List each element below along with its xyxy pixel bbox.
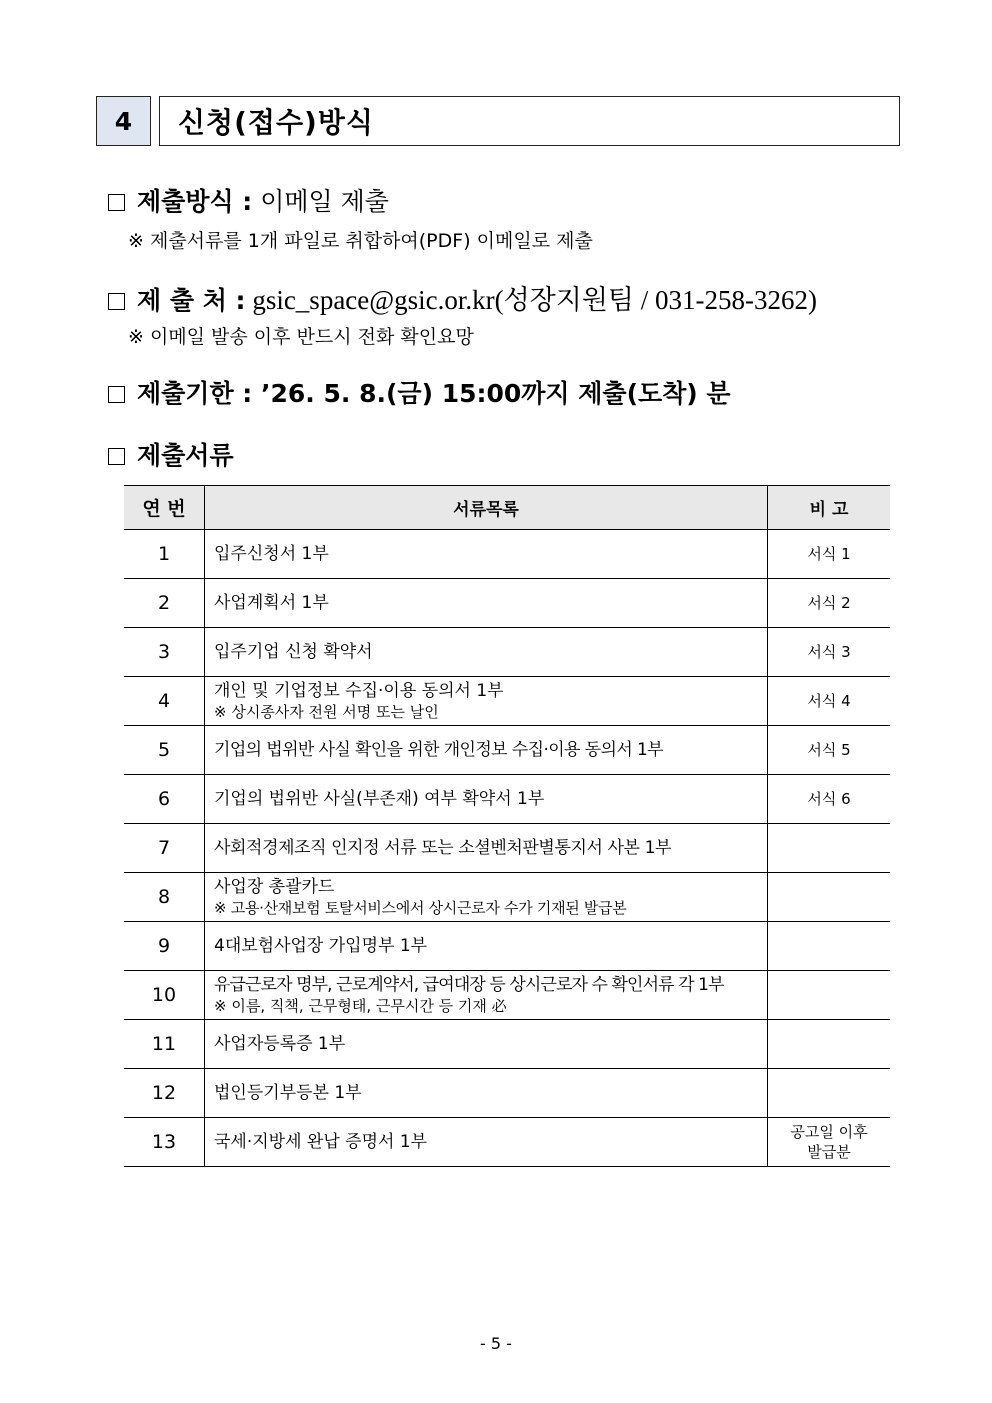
- row-number: 13: [124, 1118, 205, 1167]
- header-documents: 서류목록: [205, 486, 768, 530]
- table-row: [124, 971, 890, 1020]
- row-number: 3: [124, 628, 205, 677]
- row-remark: 서식 1: [768, 530, 891, 579]
- row-number: 8: [124, 873, 205, 922]
- row-remark: [768, 971, 891, 1020]
- submission-method-value: 이메일 제출: [252, 187, 389, 216]
- document-name: 입주기업 신청 확약서: [214, 641, 373, 662]
- checkbox-square-icon: [108, 386, 125, 403]
- row-remark: 서식 2: [768, 579, 891, 628]
- row-remark: 서식 3: [768, 628, 891, 677]
- document-name: 유급근로자 명부, 근로계약서, 급여대장 등 상시근로자 수 확인서류 각 1부: [214, 975, 724, 995]
- document-name: 사업장 총괄카드: [214, 877, 335, 897]
- table-row: [124, 775, 890, 824]
- table-row: [124, 1020, 890, 1069]
- row-number: 6: [124, 775, 205, 824]
- row-document: [205, 1069, 768, 1118]
- table-row: [124, 530, 890, 579]
- documents-table: [124, 485, 890, 1167]
- row-number: 2: [124, 579, 205, 628]
- row-number: 4: [124, 677, 205, 726]
- row-number: 1: [124, 530, 205, 579]
- row-document: [205, 1118, 768, 1167]
- document-note: ※ 고용·산재보험 토탈서비스에서 상시근로자 수가 기재된 발급본: [214, 899, 627, 917]
- document-name: 입주신청서 1부: [214, 543, 329, 564]
- submission-documents-item: [108, 436, 234, 472]
- document-name: 기업의 법위반 사실(부존재) 여부 확약서 1부: [214, 788, 545, 809]
- row-document: [205, 922, 768, 971]
- table-header-row: [124, 486, 890, 530]
- document-name: 사회적경제조직 인지정 서류 또는 소셜벤처판별통지서 사본 1부: [214, 837, 672, 858]
- table-row: [124, 677, 890, 726]
- checkbox-square-icon: [108, 194, 125, 211]
- submission-deadline-value: ’26. 5. 8.(금) 15:00까지 제출(도착) 분: [252, 379, 731, 408]
- row-remark: 서식 6: [768, 775, 891, 824]
- table-row: [124, 824, 890, 873]
- row-document: [205, 1020, 768, 1069]
- row-document: [205, 726, 768, 775]
- submission-destination-note: ※ 이메일 발송 이후 반드시 전화 확인요망: [128, 326, 474, 348]
- table-row: [124, 1069, 890, 1118]
- section-title: 신청(접수)방식: [159, 96, 900, 146]
- document-name: 법인등기부등본 1부: [214, 1082, 362, 1103]
- row-number: 10: [124, 971, 205, 1020]
- section-number: 4: [96, 96, 151, 146]
- submission-method-note: ※ 제출서류를 1개 파일로 취합하여(PDF) 이메일로 제출: [128, 230, 593, 252]
- row-remark: [768, 1069, 891, 1118]
- document-name: 사업계획서 1부: [214, 592, 329, 613]
- row-remark: 공고일 이후 발급분: [768, 1118, 891, 1167]
- row-number: 11: [124, 1020, 205, 1069]
- document-name: 4대보험사업장 가입명부 1부: [214, 935, 428, 956]
- submission-method-label: 제출방식 :: [137, 187, 253, 216]
- row-document: [205, 824, 768, 873]
- document-name: 기업의 법위반 사실 확인을 위한 개인정보 수집·이용 동의서 1부: [214, 739, 663, 760]
- row-document: [205, 530, 768, 579]
- checkbox-square-icon: [108, 448, 125, 465]
- submission-deadline-label: 제출기한 :: [137, 379, 253, 408]
- row-remark: 서식 4: [768, 677, 891, 726]
- row-document: [205, 971, 768, 1020]
- document-name: 개인 및 기업정보 수집·이용 동의서 1부: [214, 681, 504, 701]
- table-row: [124, 726, 890, 775]
- row-remark: 서식 5: [768, 726, 891, 775]
- header-number: 연 번: [124, 486, 205, 530]
- checkbox-square-icon: [108, 293, 125, 310]
- submission-deadline-item: [108, 374, 731, 410]
- submission-destination-label: 제 출 처 :: [137, 286, 246, 315]
- row-document: [205, 628, 768, 677]
- table-row: [124, 579, 890, 628]
- document-note: ※ 이름, 직책, 근무형태, 근무시간 등 기재 必: [214, 997, 507, 1015]
- document-name: 사업자등록증 1부: [214, 1033, 346, 1054]
- document-name: 국세·지방세 완납 증명서 1부: [214, 1131, 428, 1152]
- row-remark: [768, 922, 891, 971]
- submission-destination-value: gsic_space@gsic.or.kr(성장지원팀 / 031-258-3262): [245, 285, 817, 315]
- page-number: - 5 -: [480, 1334, 512, 1353]
- row-number: 7: [124, 824, 205, 873]
- header-remarks: 비 고: [768, 486, 891, 530]
- row-document: [205, 677, 768, 726]
- row-document: [205, 579, 768, 628]
- table-row: [124, 1118, 890, 1167]
- submission-documents-label: 제출서류: [137, 441, 234, 470]
- document-note: ※ 상시종사자 전원 서명 또는 날인: [214, 703, 439, 721]
- submission-destination-item: [108, 278, 817, 317]
- submission-method-item: [108, 182, 389, 218]
- row-document: [205, 873, 768, 922]
- row-number: 9: [124, 922, 205, 971]
- row-document: [205, 775, 768, 824]
- table-row: [124, 628, 890, 677]
- table-row: [124, 922, 890, 971]
- row-number: 5: [124, 726, 205, 775]
- row-remark: [768, 824, 891, 873]
- table-row: [124, 873, 890, 922]
- row-remark: [768, 873, 891, 922]
- row-remark: [768, 1020, 891, 1069]
- row-number: 12: [124, 1069, 205, 1118]
